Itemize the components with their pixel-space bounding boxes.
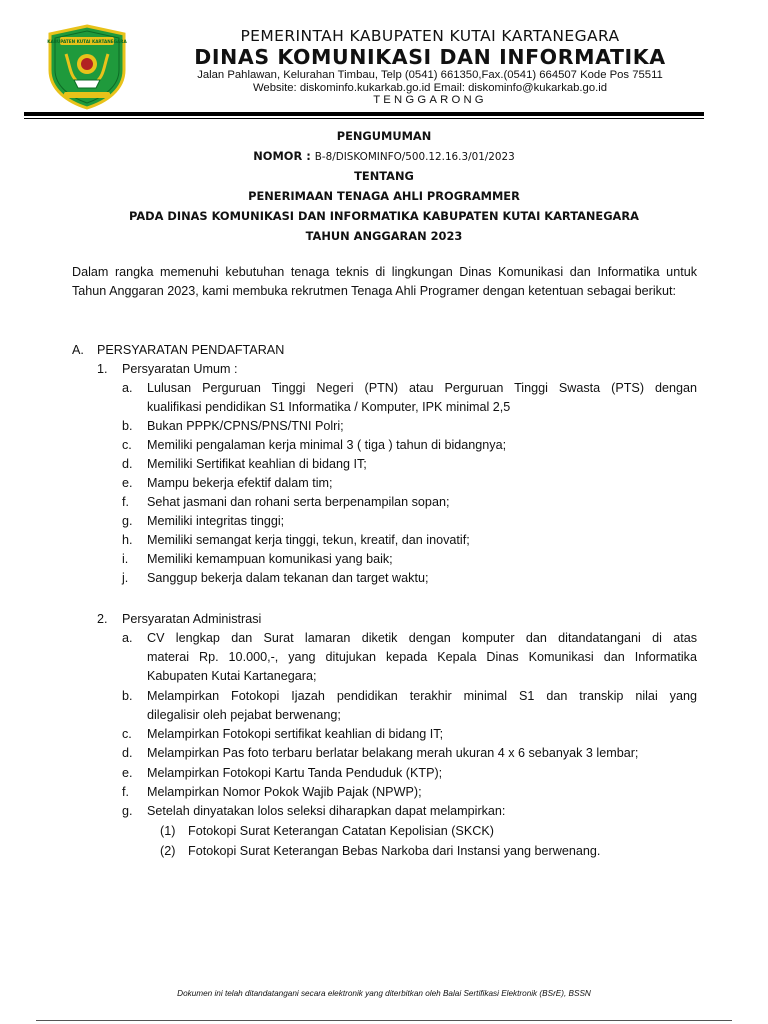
government-name: PEMERINTAH KABUPATEN KUTAI KARTANEGARA — [240, 27, 620, 45]
agency-contact: Website: diskominfo.kukarkab.go.id Email: diskominfo@kukarkab.go.id — [252, 81, 608, 94]
list-marker: b. — [122, 419, 133, 433]
subject-line-3: TAHUN ANGGARAN 2023 — [305, 228, 463, 243]
about-label: TENTANG — [354, 169, 414, 184]
requirement-text: Bukan PPPK/CPNS/PNS/TNI Polri; — [147, 419, 344, 433]
requirement-text: Mampu bekerja efektif dalam tim; — [147, 476, 333, 490]
requirement-text: Memiliki pengalaman kerja minimal 3 ( tiga ) tahun di bidangnya; — [147, 438, 507, 452]
list-marker: e. — [122, 766, 133, 780]
sub-list-marker: (2) — [160, 844, 176, 858]
admin-requirements-marker: 2. — [97, 612, 108, 626]
general-requirements-title: Persyaratan Umum : — [122, 362, 238, 376]
letterhead — [140, 28, 720, 107]
section-a-marker: A. — [72, 343, 84, 357]
intro-paragraph: Dalam rangka memenuhi kebutuhan tenaga teknis di lingkungan Dinas Komunikasi dan Informatika untuk Tahun Anggaran 2023, kami membuka rekrutmen Tenaga Ahli Programer dengan ketentuan sebagai berikut: — [72, 265, 697, 299]
sub-list-marker: (1) — [160, 824, 176, 838]
admin-requirement-text: Melampirkan Pas foto terbaru berlatar belakang merah ukuran 4 x 6 sebanyak 3 lembar; — [147, 746, 639, 760]
number-label: NOMOR : — [253, 148, 311, 163]
e-signature-footer-note: Dokumen ini telah ditandatangani secara elektronik yang diterbitkan oleh Balai Sertifikasi Elektronik (BSrE), BSSN — [177, 989, 591, 998]
list-marker: d. — [122, 457, 133, 471]
general-requirements-marker: 1. — [97, 362, 108, 376]
letterhead-divider-thin — [24, 118, 704, 119]
announcement-title: PENGUMUMAN — [336, 129, 432, 143]
announcement-heading — [60, 127, 708, 246]
admin-requirement-text: Setelah dinyatakan lolos seleksi diharapkan dapat melampirkan: — [147, 804, 506, 818]
list-marker: f. — [122, 785, 129, 799]
sub-requirement-text: Fotokopi Surat Keterangan Catatan Kepolisian (SKCK) — [188, 824, 494, 838]
requirement-text: Memiliki semangat kerja tinggi, tekun, kreatif, dan inovatif; — [147, 533, 470, 547]
list-marker: c. — [122, 727, 132, 741]
agency-name: DINAS KOMUNIKASI DAN INFORMATIKA — [194, 45, 666, 69]
admin-requirement-text-cont: dilegalisir oleh pejabat berwenang; — [147, 708, 341, 722]
list-marker: b. — [122, 689, 133, 703]
requirement-text: Memiliki Sertifikat keahlian di bidang IT; — [147, 457, 367, 471]
requirement-text: Sehat jasmani dan rohani serta berpenampilan sopan; — [147, 495, 450, 509]
announcement-number — [60, 147, 708, 168]
admin-requirement-text: Melampirkan Nomor Pokok Wajib Pajak (NPWP); — [147, 785, 422, 799]
logo-banner-text: KABUPATEN KUTAI KARTANEGARA — [47, 39, 127, 45]
requirement-text: Memiliki kemampuan komunikasi yang baik; — [147, 552, 393, 566]
admin-requirement-text: Melampirkan Fotokopi Kartu Tanda Penduduk (KTP); — [147, 766, 443, 780]
subject-line-1: PENERIMAAN TENAGA AHLI PROGRAMMER — [248, 189, 520, 204]
list-marker: j. — [122, 571, 129, 585]
requirement-text-cont: kualifikasi pendidikan S1 Informatika / Komputer, IPK minimal 2,5 — [147, 400, 511, 414]
requirement-text: Sanggup bekerja dalam tekanan dan target waktu; — [147, 571, 429, 585]
agency-address: Jalan Pahlawan, Kelurahan Timbau, Telp (0541) 661350,Fax.(0541) 664507 Kode Pos 75511 — [197, 69, 663, 81]
list-marker: f. — [122, 495, 129, 509]
agency-city: TENGGARONG — [373, 94, 487, 106]
list-marker: g. — [122, 514, 133, 528]
section-a-title: PERSYARATAN PENDAFTARAN — [97, 343, 285, 357]
list-marker: e. — [122, 476, 133, 490]
admin-requirement-text: Melampirkan Fotokopi Ijazah pendidikan terakhir minimal S1 dan transkip nilai yang — [147, 689, 697, 703]
list-marker: g. — [122, 804, 133, 818]
list-marker: a. — [122, 631, 133, 645]
admin-requirement-text-cont: materai Rp. 10.000,-, yang ditujukan kepada Kepala Dinas Komunikasi dan Informatika — [147, 650, 697, 664]
list-marker: d. — [122, 746, 133, 760]
admin-requirement-text: CV lengkap dan Surat lamaran diketik dengan komputer dan ditandatangani di atas — [147, 631, 697, 645]
list-marker: c. — [122, 438, 132, 452]
number-value: B-8/DISKOMINFO/500.12.16.3/01/2023 — [314, 150, 515, 163]
requirement-text: Lulusan Perguruan Tinggi Negeri (PTN) atau Perguruan Tinggi Swasta (PTS) dengan — [147, 381, 697, 395]
regency-coat-of-arms-logo — [44, 24, 130, 110]
requirement-text: Memiliki integritas tinggi; — [147, 514, 285, 528]
list-marker: i. — [122, 552, 129, 566]
admin-requirement-text: Melampirkan Fotokopi sertifikat keahlian di bidang IT; — [147, 727, 444, 741]
footer-divider — [36, 1020, 732, 1021]
admin-requirement-text-cont: Kabupaten Kutai Kartanegara; — [147, 669, 317, 683]
list-marker: a. — [122, 381, 133, 395]
letterhead-divider-thick — [24, 112, 704, 116]
subject-line-2: PADA DINAS KOMUNIKASI DAN INFORMATIKA KABUPATEN KUTAI KARTANEGARA — [129, 208, 639, 223]
sub-requirement-text: Fotokopi Surat Keterangan Bebas Narkoba dari Instansi yang berwenang. — [188, 844, 601, 858]
admin-requirements-title: Persyaratan Administrasi — [122, 612, 262, 626]
list-marker: h. — [122, 533, 133, 547]
